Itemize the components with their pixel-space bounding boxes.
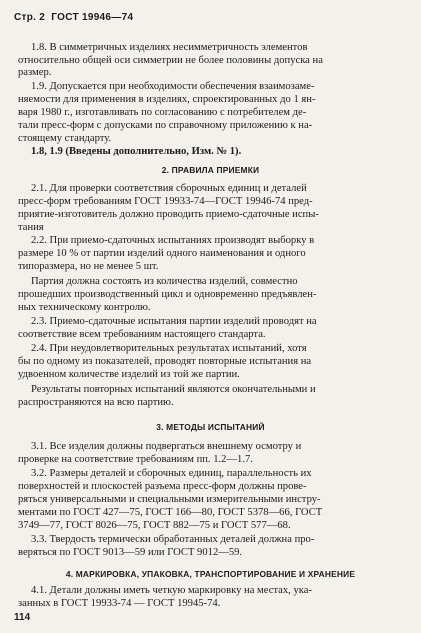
text-line: варя 1980 г., изготавливать по согласованию с потребителем де- <box>18 107 307 118</box>
text-line: тания <box>18 222 44 233</box>
text-line: 2.1. Для проверки соответствия сборочных единиц и деталей <box>31 183 307 194</box>
text-line: занных в ГОСТ 19933-74 — ГОСТ 19945-74. <box>18 598 221 609</box>
text-line: Партия должна состоять из количества изделий, совместно <box>31 276 298 287</box>
text-line: 3.3. Твердость термически обработанных деталей должна про- <box>31 534 315 545</box>
text-line: прошедших производственный цикл и одновременно предъявлен- <box>18 289 317 300</box>
text-line: 2.2. При приемо-сдаточных испытаниях производят выборку в <box>31 235 315 246</box>
text-line: 4.1. Детали должны иметь четкую маркировку на местах, ука- <box>31 585 312 596</box>
text-line: веряться по ГОСТ 9013—59 или ГОСТ 9012—59. <box>18 547 243 558</box>
text-line: ных техническому контролю. <box>18 302 151 313</box>
text-line: размер. <box>18 67 52 78</box>
text-line: ментами по ГОСТ 427—75, ГОСТ 166—80, ГОСТ 5378—66, ГОСТ <box>18 507 323 518</box>
text-line: стоящему стандарту. <box>18 133 112 144</box>
text-line: относительно общей оси симметрии не более половины допуска на <box>18 55 323 66</box>
text-line: бы по одному из показателей, проводят повторные испытания на <box>18 356 312 367</box>
text-line: распространяются на всю партию. <box>18 397 174 408</box>
text-line: удвоенном количестве изделий из той же партии. <box>18 369 240 380</box>
text-line: няемости для применения в изделиях, спроектированных до 1 ян- <box>18 94 316 105</box>
text-line: проверке на соответствие требованиям пп. 1.2—1.7. <box>18 454 253 465</box>
text-line: пресс-форм требованиям ГОСТ 19933-74—ГОСТ 19946-74 пред- <box>18 196 313 207</box>
text-line: 3.1. Все изделия должны подвергаться внешнему осмотру и <box>31 441 302 452</box>
text-line: тали пресс-форм с допусками по справочному приложению к на- <box>18 120 313 131</box>
section-heading: 2. ПРАВИЛА ПРИЕМКИ <box>161 165 260 175</box>
text-line: размере 10 % от партии изделий одного наименования и одного <box>18 248 306 259</box>
text-line: 2.3. Приемо-сдаточные испытания партии изделий проводят на <box>31 316 317 327</box>
text-line: поверхностей и плоскостей разъема пресс-форм должны прове- <box>18 481 307 492</box>
text-line: 3749—77, ГОСТ 8026—75, ГОСТ 882—75 и ГОСТ 577—68. <box>18 520 291 531</box>
section-heading: 3. МЕТОДЫ ИСПЫТАНИЙ <box>156 422 265 432</box>
text-line: Результаты повторных испытаний являются окончательными и <box>31 384 316 395</box>
section-heading: 4. МАРКИРОВКА, УПАКОВКА, ТРАНСПОРТИРОВАНИЕ И ХРАНЕНИЕ <box>65 569 356 579</box>
text-line: 3.2. Размеры деталей и сборочных единиц, параллельность их <box>31 468 312 479</box>
text-line: ряться универсальными и специальными измерительными инстру- <box>18 494 321 505</box>
page-number: 114 <box>14 612 31 623</box>
text-line: 1.9. Допускается при необходимости обеспечения взаимозаме- <box>31 81 315 92</box>
text-line: 1.8. В симметричных изделиях несимметричность элементов <box>31 42 308 53</box>
amendment-note: 1.8, 1.9 (Введены дополнительно, Изм. № 1). <box>31 146 242 157</box>
text-line: соответствие всем требованиям настоящего стандарта. <box>18 329 266 340</box>
page-header: Стр. 2 ГОСТ 19946—74 <box>14 12 134 23</box>
text-line: приятие-изготовитель должно проводить приемо-сдаточные испы- <box>18 209 319 220</box>
text-line: типоразмера, но не менее 5 шт. <box>18 261 159 272</box>
text-line: 2.4. При неудовлетворительных результатах испытаний, хотя <box>31 343 307 354</box>
